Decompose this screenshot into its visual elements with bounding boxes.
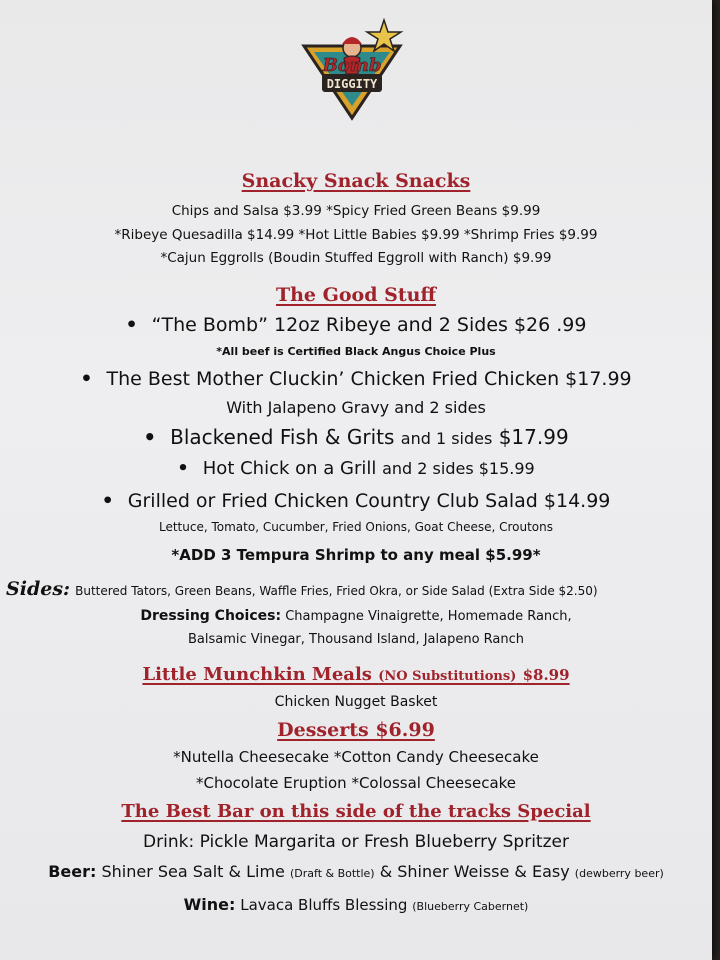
shrimp-addon: *ADD 3 Tempura Shrimp to any meal $5.99* — [171, 546, 541, 564]
dressing-list-1: Champagne Vinaigrette, Homemade Ranch, — [285, 609, 572, 624]
wine-label: Wine: — [183, 895, 236, 914]
section-title-bar-special: The Best Bar on this side of the tracks Special — [121, 801, 591, 822]
menu-item-cfc-text: The Best Mother Cluckin’ Chicken Fried Chicken $17.99 — [106, 368, 632, 390]
wine-note: (Blueberry Cabernet) — [412, 900, 529, 913]
logo-block-text: DIGGITY — [326, 77, 378, 91]
menu-item-fish-grits — [0, 425, 712, 449]
section-title-kids — [0, 664, 712, 685]
bullet-icon: • — [101, 490, 114, 512]
kids-title: Little Munchkin Meals — [142, 664, 372, 685]
logo-graphic — [298, 18, 406, 126]
desserts-row-2: *Chocolate Eruption *Colossal Cheesecake — [195, 774, 517, 792]
snacks-row-2: *Ribeye Quesadilla $14.99 *Hot Little Babies $9.99 *Shrimp Fries $9.99 — [114, 227, 598, 243]
desserts-row-1: *Nutella Cheesecake *Cotton Candy Cheesecake — [173, 748, 539, 766]
bullet-icon: • — [143, 425, 157, 449]
dressing-label: Dressing Choices: — [140, 608, 282, 624]
menu-item-chicken-fried-chicken — [0, 368, 712, 390]
beer-label: Beer: — [48, 862, 97, 881]
kids-price: $8.99 — [522, 666, 570, 684]
fish-grits-name: Blackened Fish & Grits — [170, 425, 395, 449]
sides-label: Sides: — [6, 578, 71, 600]
menu-item-hot-chick — [0, 458, 712, 479]
hot-chick-sides-price: and 2 sides $15.99 — [382, 459, 535, 478]
snacks-row-3: *Cajun Eggrolls (Boudin Stuffed Eggroll with Ranch) $9.99 — [160, 250, 552, 266]
logo-script-text: Bomb — [322, 55, 382, 76]
hot-chick-name: Hot Chick on a Grill — [202, 458, 377, 479]
menu-item-ribeye-text: “The Bomb” 12oz Ribeye and 2 Sides $26 .99 — [151, 314, 587, 336]
sides-list: Buttered Tators, Green Beans, Waffle Fries, Fried Okra, or Side Salad (Extra Side $2.50) — [75, 584, 598, 598]
kids-item: Chicken Nugget Basket — [274, 694, 438, 710]
dressing-list-2: Balsamic Vinegar, Thousand Island, Jalapeno Ranch — [187, 632, 525, 647]
snacks-row-1: Chips and Salsa $3.99 *Spicy Fried Green Beans $9.99 — [171, 203, 541, 219]
bar-wine — [0, 895, 712, 914]
dressing-row-1 — [0, 608, 712, 624]
bullet-icon: • — [80, 368, 93, 390]
bullet-icon: • — [125, 314, 138, 336]
kids-no-subs: (NO Substitutions) — [378, 669, 517, 684]
menu-item-ribeye — [0, 314, 712, 336]
sides-row — [2, 578, 718, 600]
beef-note: *All beef is Certified Black Angus Choice Plus — [216, 345, 496, 358]
menu-item-salad — [0, 490, 712, 512]
beer-2-note: (dewberry beer) — [574, 867, 664, 880]
bomb-diggity-logo — [298, 18, 406, 126]
bullet-icon: • — [177, 458, 189, 479]
beer-1-note: (Draft & Bottle) — [289, 867, 375, 880]
beer-1: Shiner Sea Salt & Lime — [101, 862, 285, 881]
section-title-desserts: Desserts $6.99 — [277, 719, 435, 741]
wine-name: Lavaca Bluffs Blessing — [240, 896, 408, 914]
fish-grits-price: $17.99 — [498, 425, 569, 449]
cfc-description: With Jalapeno Gravy and 2 sides — [226, 398, 486, 417]
section-title-snacks: Snacky Snack Snacks — [241, 170, 471, 192]
bar-beer — [0, 862, 712, 881]
beer-2: & Shiner Weisse & Easy — [379, 862, 570, 881]
salad-description: Lettuce, Tomato, Cucumber, Fried Onions, Goat Cheese, Croutons — [158, 520, 554, 534]
salad-text: Grilled or Fried Chicken Country Club Salad $14.99 — [127, 490, 611, 512]
fish-grits-sides: and 1 sides — [400, 429, 493, 448]
bar-drink: Drink: Pickle Margarita or Fresh Blueberry Spritzer — [143, 832, 569, 852]
section-title-good-stuff: The Good Stuff — [275, 284, 437, 306]
